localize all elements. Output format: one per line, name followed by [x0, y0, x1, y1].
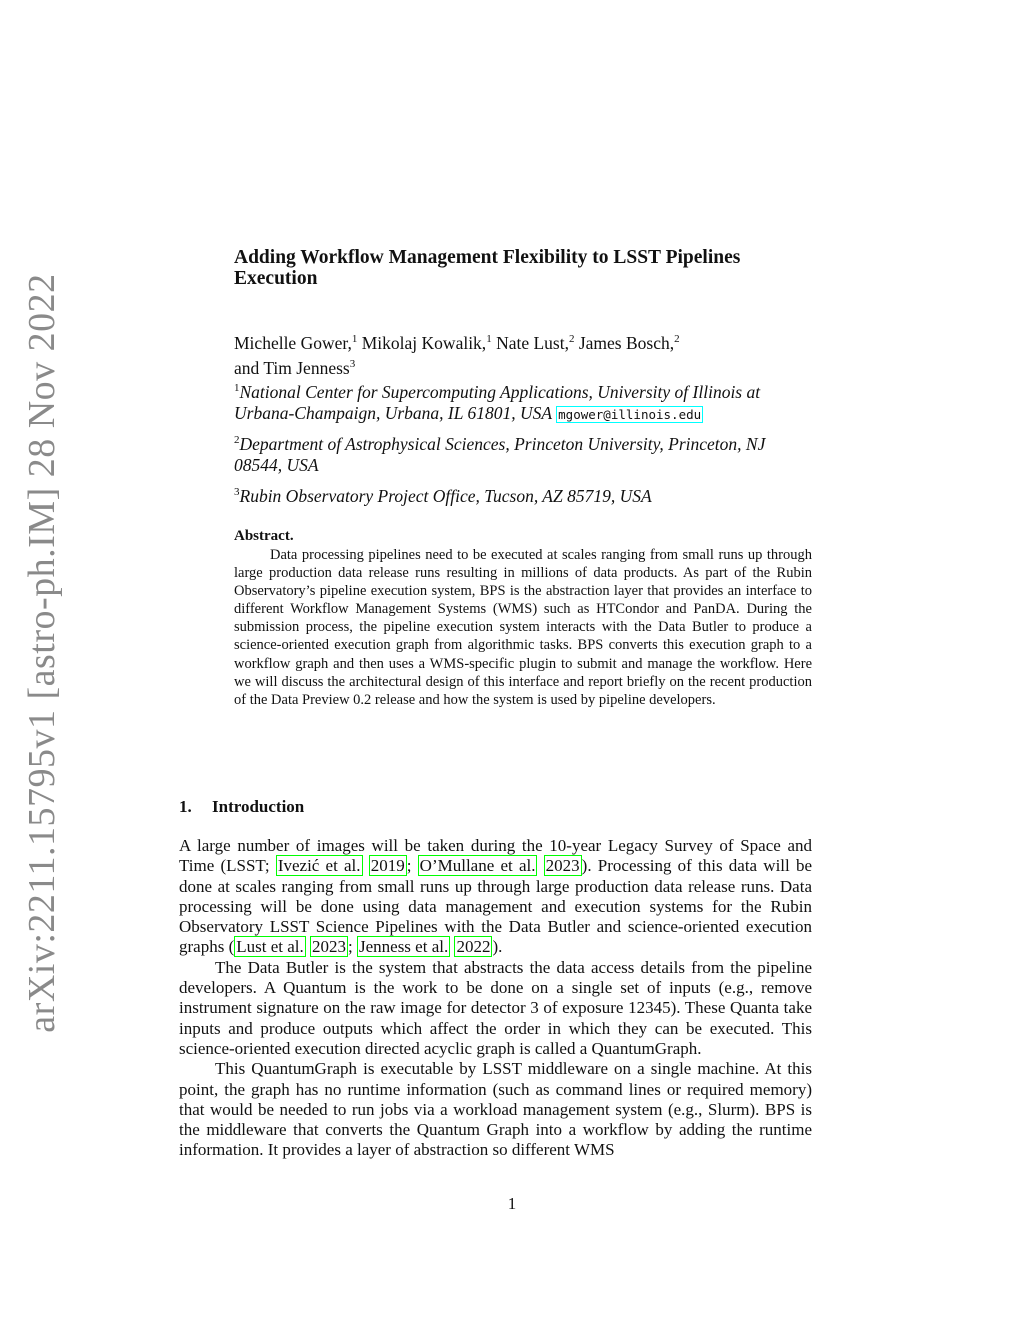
author: Nate Lust,$^2$ [496, 332, 575, 353]
section-heading [179, 797, 304, 817]
abstract-heading: Abstract. [234, 528, 294, 544]
author: James Bosch,$^2$ [578, 332, 680, 353]
citation-link[interactable]: Lust et al. [236, 937, 304, 957]
citation-link[interactable]: 2023 [545, 856, 580, 876]
citation-link[interactable]: 2023 [312, 937, 346, 957]
body-text [179, 836, 812, 1161]
abstract-text: Data processing pipelines need to be executed at scales ranging from small runs up through large production data release runs resulting in millions of data products. As part of the Rubin Observatory’s pipeline execution system, BPS is the abstraction layer that provides an interface to different Workflow Management Systems (WMS) such as HTCondor and PanDA. During the submission process, the pipeline execution system interacts with the Data Butler to produce a science-oriented execution graph from algorithmic tasks. BPS converts this execution graph to a workflow graph and then uses a WMS-specific plugin to submit and manage the workflow. Here we will discuss the architectural design of this interface and report briefly on the recent production of the Data Preview 0.2 release and how the system is used by pipeline developers. [234, 547, 812, 708]
affiliation-2: $^2$Department of Astrophysical Sciences, Princeton University, Princeton, NJ 08544, USA [234, 433, 766, 475]
author: Mikolaj Kowalik,$^1$ [361, 332, 492, 353]
section-title: Introduction [212, 797, 305, 816]
affiliation-1: $^1$National Center for Supercomputing Applications, University of Illinois at Urbana-Champaign, Urbana, IL 61801, USA mgower@illinois.edu [234, 381, 761, 423]
citation-link[interactable]: Ivezić et al. [277, 856, 361, 876]
citation-link[interactable]: O’Mullane et al. [419, 856, 536, 876]
author: Michelle Gower,$^1$ [234, 332, 358, 353]
arxiv-sidebar [21, 273, 63, 1033]
citation-link[interactable]: Jenness et al. [358, 937, 449, 957]
paper-title: Adding Workflow Management Flexibility to LSST Pipelines Execution [234, 247, 741, 289]
citation-link[interactable]: 2019 [370, 856, 405, 876]
author-list [234, 329, 814, 379]
affiliation-3: $^3$Rubin Observatory Project Office, Tucson, AZ 85719, USA [234, 485, 652, 506]
citation-link[interactable]: 2022 [456, 937, 491, 957]
author: and Tim Jenness$^3$ [234, 357, 356, 378]
paragraph: The Data Butler is the system that abstracts the data access details from the pipeline developers. A Quantum is the work to be done on a single set of inputs (e.g., remove instrument signature on the raw image for detector 3 of exposure 12345). These Quanta take inputs and produce outputs which affect the order in which they can be executed. This science-oriented execution directed acyclic graph is called a QuantumGraph. [179, 957, 812, 1058]
paragraph: This QuantumGraph is executable by LSST middleware on a single machine. At this point, the graph has no runtime information (such as command lines or required memory) that would be needed to run jobs via a workload management system (e.g., Slurm). BPS is the middleware that converts the Quantum Graph into a workflow by adding the runtime information. It provides a layer of abstraction so different WMS [179, 1059, 812, 1160]
section-number: 1. [179, 797, 192, 816]
arxiv-identifier: arXiv:2211.15795v1 [astro-ph.IM] 28 Nov 2022 [21, 273, 63, 1033]
paragraph: A large number of images will be taken during the 10-year Legacy Survey of Space and Time (LSST; Ivezić et al. 2019 ; O’Mullane et al. 2023 ). Processing of this data will be done at scales ranging from small runs up through large production data release runs. Data processing will be done using data management and execution systems for the Rubin Observatory LSST Science Pipelines with the Data Butler and science-oriented execution graphs ( Lust et al. 2023 ; Jenness et al. 2022 ). [179, 836, 812, 957]
author-email-link[interactable]: mgower@illinois.edu [558, 406, 702, 422]
page-number: 1 [507, 1194, 517, 1213]
